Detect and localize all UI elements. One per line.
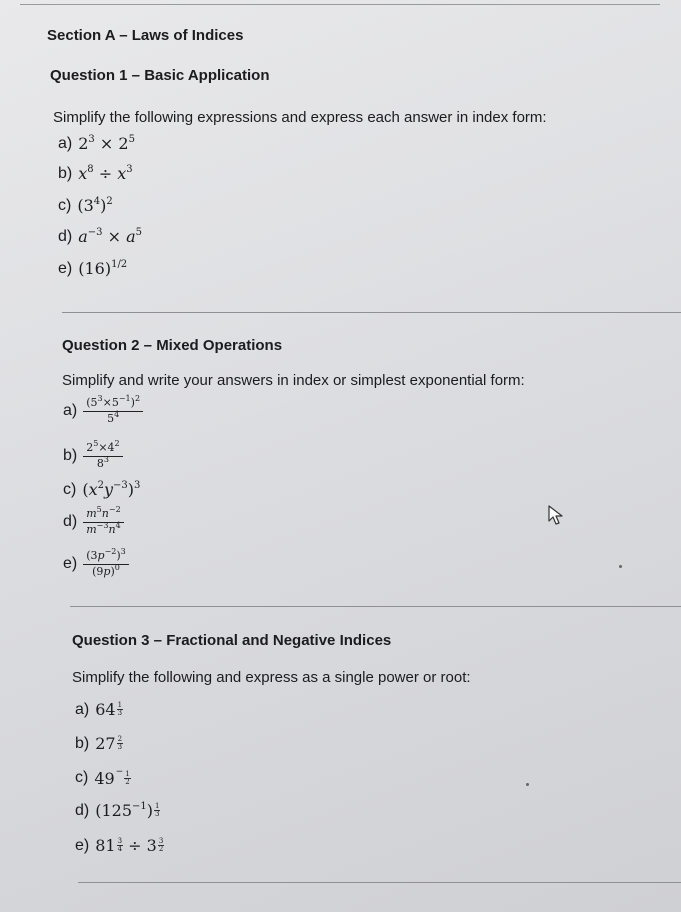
q3-expr-c: 49− $\frac{1}{2}$	[94, 767, 130, 788]
q1-item-e: e) $(16)^{1/2}$	[58, 259, 128, 278]
q1-title: Question 1 – Basic Application	[50, 67, 270, 84]
q2-item-d: d) $\frac{m^5n^{-2}}{m^{-3}n^4}$	[63, 508, 124, 536]
q1-item-b: b) $x^8 \div x^3$	[58, 164, 133, 183]
q3-instruction: Simplify the following and express as a single power or root:	[72, 669, 471, 686]
divider-1	[62, 312, 681, 313]
q2-expr-d: $\frac{m^5n^{-2}}{m^{-3}n^4}$	[83, 508, 123, 536]
q3-expr-b: 27 $\frac{2}{3}$	[95, 734, 123, 753]
q2-expr-c: $(x^2y^{-3})^3$	[82, 480, 141, 499]
q3-item-b: b) 27 $\frac{2}{3}$	[75, 734, 123, 753]
q3-expr-d: $(125^{-1})$ $\frac{1}{3}$	[95, 801, 160, 820]
q2-title: Question 2 – Mixed Operations	[62, 337, 283, 354]
q1-item-c: c) $(3^4)^2$	[58, 196, 113, 215]
q1-expr-b: $x^8 \div x^3$	[78, 164, 133, 183]
q1-expr-d: $a^{-3} \times a^5$	[78, 227, 143, 246]
q3-expr-e: 81 $\frac{3}{4}$ ÷ 3 $\frac{3}{2}$	[95, 836, 164, 855]
q2-item-c: c) $(x^2y^{-3})^3$	[63, 480, 141, 499]
speck	[619, 565, 622, 568]
q3-item-e: e) 81 $\frac{3}{4}$ ÷ 3 $\frac{3}{2}$	[75, 836, 164, 855]
q3-expr-a: 64 $\frac{1}{3}$	[95, 700, 123, 719]
divider-2	[70, 606, 681, 607]
q2-expr-e: $\frac{(3p^{-2})^3}{(9p)^0}$	[83, 550, 129, 578]
q2-expr-b: $\frac{2^5\times 4^2}{8^3}$	[83, 442, 122, 470]
q1-item-a: a) $2^3 \times 2^5$	[58, 134, 135, 153]
q2-item-b: b) $\frac{2^5\times 4^2}{8^3}$	[63, 442, 123, 470]
section-title: Section A – Laws of Indices	[47, 27, 244, 44]
q2-expr-a: $\frac{(5^3\times 5^{-1})^2}{5^4}$	[83, 397, 143, 425]
q2-item-e: e) $\frac{(3p^{-2})^3}{(9p)^0}$	[63, 550, 129, 578]
mouse-cursor-icon	[548, 505, 564, 525]
q2-instruction: Simplify and write your answers in index or simplest exponential form:	[62, 372, 525, 389]
q1-expr-a: $2^3 \times 2^5$	[78, 134, 135, 153]
q3-title: Question 3 – Fractional and Negative Indices	[72, 632, 392, 649]
q3-item-c: c) 49− $\frac{1}{2}$	[75, 767, 130, 788]
top-rule	[20, 4, 660, 5]
divider-3	[78, 882, 681, 883]
q1-expr-c: $(3^4)^2$	[77, 196, 113, 215]
speck	[526, 783, 529, 786]
q1-item-d: d) $a^{-3} \times a^5$	[58, 227, 143, 246]
q3-item-a: a) 64 $\frac{1}{3}$	[75, 700, 123, 719]
q2-item-a: a) $\frac{(5^3\times 5^{-1})^2}{5^4}$	[63, 397, 143, 425]
q3-item-d: d) $(125^{-1})$ $\frac{1}{3}$	[75, 801, 160, 820]
q1-instruction: Simplify the following expressions and express each answer in index form:	[53, 109, 547, 126]
q1-expr-e: $(16)^{1/2}$	[78, 259, 128, 278]
